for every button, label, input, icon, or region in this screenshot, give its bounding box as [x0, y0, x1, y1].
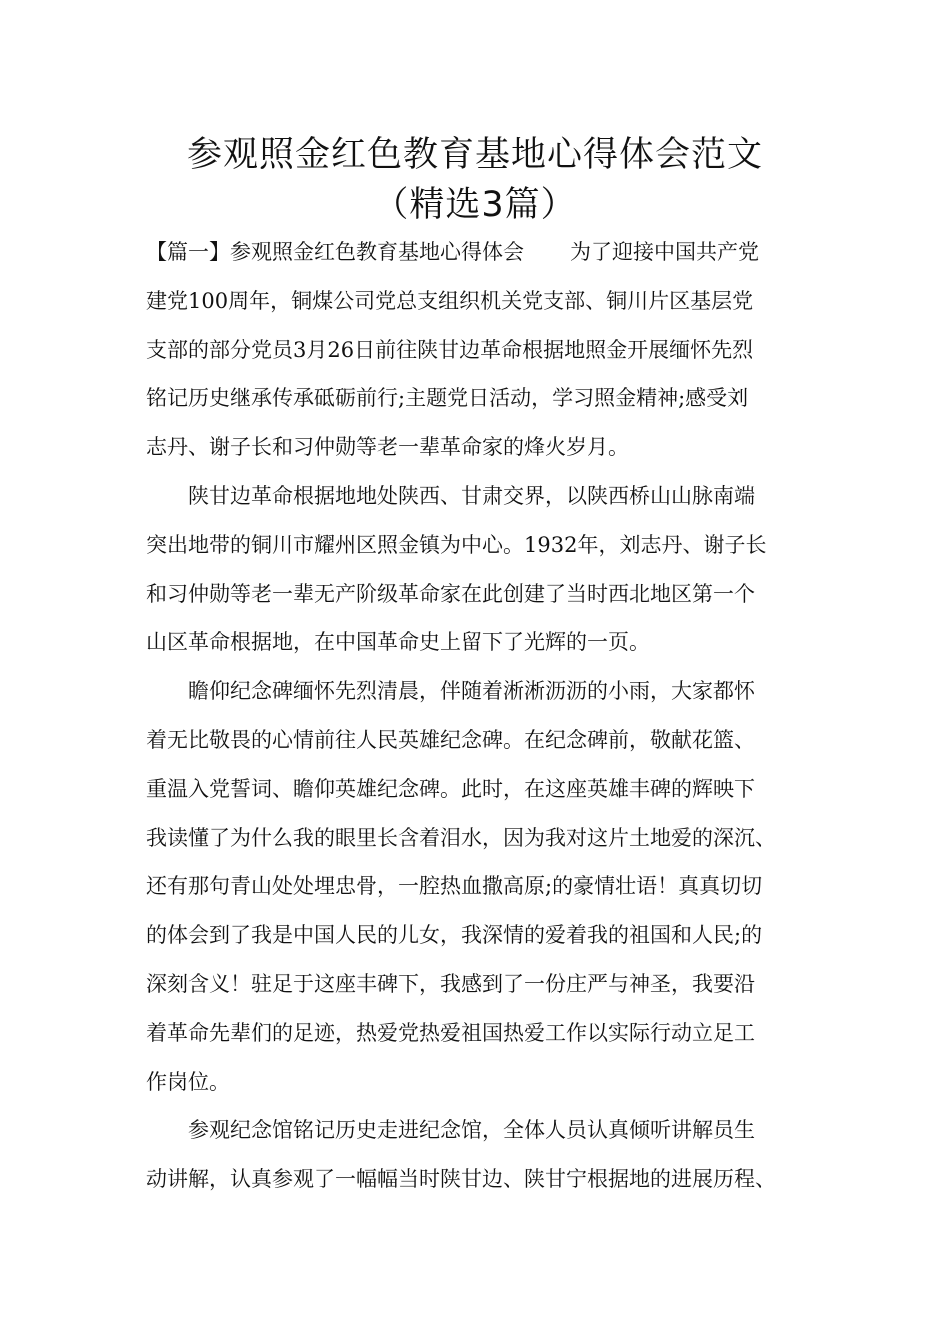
text-line: 为了迎接中国共产党 — [570, 240, 759, 264]
text-line: 深刻含义！驻足于这座丰碑下，我感到了一份庄严与神圣，我要沿 — [146, 971, 755, 996]
text-line: 铭记历史继承传承砥砺前行;主题党日活动，学习照金精神;感受刘 — [146, 386, 749, 411]
text-line: 山区革命根据地，在中国革命史上留下了光辉的一页。 — [146, 630, 650, 655]
paragraph-1-line-1 — [146, 228, 826, 277]
text-line: 和习仲勋等老一辈无产阶级革命家在此创建了当时西北地区第一个 — [146, 581, 755, 606]
text-line: 着无比敬畏的心情前往人民英雄纪念碑。在纪念碑前，敬献花篮、 — [146, 727, 755, 752]
text-line: 重温入党誓词、瞻仰英雄纪念碑。此时，在这座英雄丰碑的辉映下 — [146, 776, 755, 801]
text-line: 支部的部分党员3月26日前往陕甘边革命根据地照金开展缅怀先烈 — [146, 337, 754, 362]
text-line: 突出地带的铜川市耀州区照金镇为中心。1932年，刘志丹、谢子长 — [146, 532, 767, 557]
document-title-line-2: （精选3篇） — [373, 185, 577, 225]
text-line: 还有那句青山处处埋忠骨，一腔热血撒高原;的豪情壮语！真真切切 — [146, 874, 763, 899]
text-line: 的体会到了我是中国人民的儿女，我深情的爱着我的祖国和人民;的 — [146, 923, 763, 948]
text-line: 瞻仰纪念碑缅怀先烈清晨，伴随着淅淅沥沥的小雨，大家都怀 — [188, 679, 755, 704]
section-heading: 【篇一】参观照金红色教育基地心得体会 — [146, 240, 524, 264]
document-body — [146, 228, 826, 1204]
text-line: 作岗位。 — [146, 1069, 230, 1094]
text-line: 志丹、谢子长和习仲勋等老一辈革命家的烽火岁月。 — [146, 435, 629, 460]
text-line: 我读懂了为什么我的眼里长含着泪水，因为我对这片土地爱的深沉、 — [146, 825, 776, 850]
document-title-line-1: 参观照金红色教育基地心得体会范文 — [186, 135, 763, 175]
text-line: 陕甘边革命根据地地处陕西、甘肃交界，以陕西桥山山脉南端 — [188, 483, 755, 508]
text-line: 建党100周年，铜煤公司党总支组织机关党支部、铜川片区基层党 — [146, 288, 754, 313]
text-line: 动讲解，认真参观了一幅幅当时陕甘边、陕甘宁根据地的进展历程、 — [146, 1167, 776, 1192]
text-line: 着革命先辈们的足迹，热爱党热爱祖国热爱工作以实际行动立足工 — [146, 1020, 755, 1045]
text-line: 参观纪念馆铭记历史走进纪念馆，全体人员认真倾听讲解员生 — [188, 1118, 755, 1143]
